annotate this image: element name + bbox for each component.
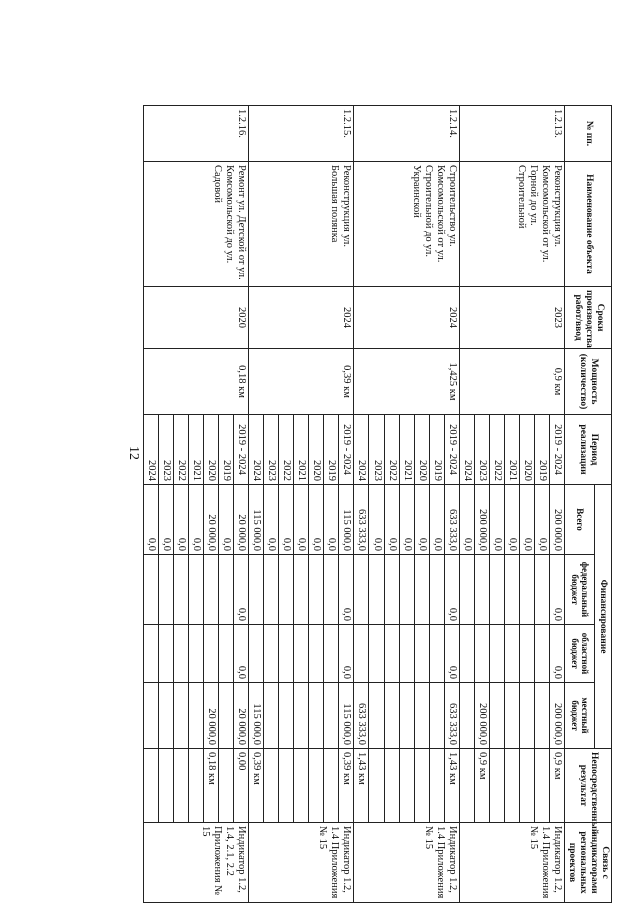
result-cell xyxy=(535,749,550,823)
federal-cell xyxy=(203,555,218,625)
period-cell: 2019 - 2024 xyxy=(339,415,354,485)
period-cell: 2019 xyxy=(535,415,550,485)
local-cell: 633 333,0 xyxy=(444,683,459,749)
local-cell xyxy=(535,683,550,749)
total-cell: 0,0 xyxy=(459,485,474,555)
table-row xyxy=(550,106,565,903)
result-cell xyxy=(188,749,203,823)
regional-cell xyxy=(173,625,188,683)
period-cell: 2022 xyxy=(490,415,505,485)
local-cell xyxy=(505,683,520,749)
period-cell: 2024 xyxy=(143,415,158,485)
total-cell: 0,0 xyxy=(414,485,429,555)
result-cell xyxy=(279,749,294,823)
local-cell: 20 000,0 xyxy=(233,683,248,749)
federal-cell xyxy=(309,555,324,625)
period-cell: 2019 - 2024 xyxy=(233,415,248,485)
regional-cell xyxy=(143,625,158,683)
local-cell xyxy=(309,683,324,749)
result-cell xyxy=(158,749,173,823)
page-number: 12 xyxy=(126,446,141,460)
period-cell: 2019 xyxy=(324,415,339,485)
total-cell: 0,0 xyxy=(173,485,188,555)
local-cell xyxy=(399,683,414,749)
header-financing: Финансирование xyxy=(594,485,611,749)
total-cell: 0,0 xyxy=(294,485,309,555)
total-cell: 0,0 xyxy=(505,485,520,555)
total-cell: 0,0 xyxy=(218,485,233,555)
regional-cell xyxy=(264,625,279,683)
federal-cell xyxy=(354,555,369,625)
federal-cell xyxy=(264,555,279,625)
result-cell xyxy=(294,749,309,823)
regional-cell xyxy=(309,625,324,683)
federal-cell xyxy=(384,555,399,625)
table-row xyxy=(444,106,459,903)
period-cell: 2024 xyxy=(459,415,474,485)
federal-cell: 0,0 xyxy=(233,555,248,625)
federal-cell: 0,0 xyxy=(339,555,354,625)
header-federal: федеральный бюджет xyxy=(565,555,594,625)
period-cell: 2020 xyxy=(203,415,218,485)
period-cell: 2021 xyxy=(188,415,203,485)
federal-cell xyxy=(505,555,520,625)
period-cell: 2022 xyxy=(279,415,294,485)
federal-cell xyxy=(188,555,203,625)
regional-cell xyxy=(384,625,399,683)
result-cell: 0,18 км xyxy=(203,749,218,823)
period-cell: 2021 xyxy=(505,415,520,485)
header-name: Наименование объекта xyxy=(565,162,612,287)
object-deadline: 2020 xyxy=(143,287,248,349)
header-total: Всего xyxy=(565,485,594,555)
regional-cell xyxy=(218,625,233,683)
result-cell xyxy=(309,749,324,823)
local-cell xyxy=(143,683,158,749)
federal-cell xyxy=(279,555,294,625)
result-cell xyxy=(173,749,188,823)
local-cell xyxy=(520,683,535,749)
total-cell: 0,0 xyxy=(520,485,535,555)
federal-cell xyxy=(399,555,414,625)
result-cell: 1,43 км xyxy=(354,749,369,823)
header-link: Связь с индикаторами региональных проектов xyxy=(565,823,612,903)
period-cell: 2020 xyxy=(520,415,535,485)
period-cell: 2020 xyxy=(309,415,324,485)
result-cell xyxy=(399,749,414,823)
object-name: Реконструкция ул. Комсомольской от ул. Горной до ул. Строительной xyxy=(459,162,564,287)
regional-cell xyxy=(354,625,369,683)
regional-cell xyxy=(324,625,339,683)
total-cell: 0,0 xyxy=(158,485,173,555)
object-number: 1.2.16. xyxy=(143,106,248,162)
local-cell xyxy=(369,683,384,749)
local-cell xyxy=(490,683,505,749)
federal-cell: 0,0 xyxy=(550,555,565,625)
regional-cell xyxy=(490,625,505,683)
total-cell: 200 000,0 xyxy=(550,485,565,555)
regional-cell: 0,0 xyxy=(339,625,354,683)
object-capacity: 1,425 км xyxy=(354,349,459,415)
local-cell xyxy=(294,683,309,749)
total-cell: 633 333,0 xyxy=(354,485,369,555)
federal-cell xyxy=(535,555,550,625)
regional-cell: 0,0 xyxy=(233,625,248,683)
regional-cell: 0,0 xyxy=(550,625,565,683)
regional-cell xyxy=(158,625,173,683)
regional-cell xyxy=(279,625,294,683)
table-row xyxy=(339,106,354,903)
local-cell xyxy=(158,683,173,749)
total-cell: 0,0 xyxy=(309,485,324,555)
total-cell: 0,0 xyxy=(264,485,279,555)
result-cell xyxy=(369,749,384,823)
total-cell: 0,0 xyxy=(535,485,550,555)
total-cell: 0,0 xyxy=(143,485,158,555)
regional-cell xyxy=(369,625,384,683)
result-cell xyxy=(520,749,535,823)
indicator-link: Индикатор 1.2, 1.4, 2.1, 2.2 Приложения № 15 xyxy=(143,823,248,903)
total-cell: 0,0 xyxy=(279,485,294,555)
federal-cell xyxy=(173,555,188,625)
period-cell: 2023 xyxy=(264,415,279,485)
header-period: Период реализации xyxy=(565,415,612,485)
federal-cell xyxy=(490,555,505,625)
total-cell: 0,0 xyxy=(399,485,414,555)
federal-cell xyxy=(429,555,444,625)
regional-cell xyxy=(505,625,520,683)
total-cell: 0,0 xyxy=(429,485,444,555)
regional-cell xyxy=(459,625,474,683)
object-deadline: 2024 xyxy=(249,287,354,349)
result-cell: 0,39 км xyxy=(339,749,354,823)
result-cell: 0,9 км xyxy=(474,749,489,823)
object-capacity: 0,9 км xyxy=(459,349,564,415)
period-cell: 2023 xyxy=(369,415,384,485)
period-cell: 2023 xyxy=(158,415,173,485)
local-cell xyxy=(264,683,279,749)
object-number: 1.2.15. xyxy=(249,106,354,162)
period-cell: 2021 xyxy=(399,415,414,485)
local-cell xyxy=(384,683,399,749)
period-cell: 2024 xyxy=(354,415,369,485)
regional-cell xyxy=(188,625,203,683)
federal-cell xyxy=(324,555,339,625)
period-cell: 2022 xyxy=(173,415,188,485)
total-cell: 115 000,0 xyxy=(249,485,264,555)
regional-cell xyxy=(414,625,429,683)
regional-cell: 0,0 xyxy=(444,625,459,683)
federal-cell xyxy=(249,555,264,625)
federal-cell xyxy=(520,555,535,625)
table-body xyxy=(143,106,565,903)
result-cell: 0,00 xyxy=(233,749,248,823)
federal-cell xyxy=(143,555,158,625)
period-cell: 2024 xyxy=(249,415,264,485)
local-cell xyxy=(429,683,444,749)
header-num: № пп. xyxy=(565,106,612,162)
indicator-link: Индикатор 1.2, 1.4 Приложения № 15 xyxy=(459,823,564,903)
period-cell: 2023 xyxy=(474,415,489,485)
local-cell xyxy=(459,683,474,749)
indicator-link: Индикатор 1.2, 1.4 Приложения № 15 xyxy=(249,823,354,903)
object-deadline: 2024 xyxy=(354,287,459,349)
result-cell: 1,43 км xyxy=(444,749,459,823)
object-name: Реконструкция ул. Большая полянка xyxy=(249,162,354,287)
local-cell: 200 000,0 xyxy=(474,683,489,749)
local-cell: 115 000,0 xyxy=(339,683,354,749)
result-cell xyxy=(218,749,233,823)
local-cell xyxy=(414,683,429,749)
federal-cell xyxy=(158,555,173,625)
federal-cell xyxy=(294,555,309,625)
total-cell: 0,0 xyxy=(188,485,203,555)
total-cell: 20 000,0 xyxy=(233,485,248,555)
object-deadline: 2023 xyxy=(459,287,564,349)
local-cell xyxy=(188,683,203,749)
object-name: Строительство ул. Комсомольской от ул. Строительной до ул. Украинской xyxy=(354,162,459,287)
local-cell: 115 000,0 xyxy=(249,683,264,749)
result-cell xyxy=(490,749,505,823)
total-cell: 20 000,0 xyxy=(203,485,218,555)
header-deadline: Сроки производства работ/ввод xyxy=(565,287,612,349)
regional-cell xyxy=(203,625,218,683)
regional-cell xyxy=(520,625,535,683)
object-name: Ремонт ул. Детской от ул. Комсомольской до ул. Садовой xyxy=(143,162,248,287)
result-cell xyxy=(143,749,158,823)
period-cell: 2022 xyxy=(384,415,399,485)
object-capacity: 0,18 км xyxy=(143,349,248,415)
result-cell xyxy=(459,749,474,823)
local-cell xyxy=(218,683,233,749)
total-cell: 0,0 xyxy=(369,485,384,555)
federal-cell: 0,0 xyxy=(444,555,459,625)
result-cell: 0,9 км xyxy=(550,749,565,823)
period-cell: 2019 xyxy=(218,415,233,485)
federal-cell xyxy=(218,555,233,625)
federal-cell xyxy=(474,555,489,625)
local-cell: 633 333,0 xyxy=(354,683,369,749)
total-cell: 0,0 xyxy=(324,485,339,555)
indicator-link: Индикатор 1.2, 1.4 Приложения № 15 xyxy=(354,823,459,903)
total-cell: 633 333,0 xyxy=(444,485,459,555)
regional-cell xyxy=(294,625,309,683)
object-number: 1.2.13. xyxy=(459,106,564,162)
header-capacity: Мощность (количество) xyxy=(565,349,612,415)
header-regional: областной бюджет xyxy=(565,625,594,683)
regional-cell xyxy=(535,625,550,683)
local-cell xyxy=(324,683,339,749)
regional-cell xyxy=(474,625,489,683)
result-cell xyxy=(429,749,444,823)
table-row xyxy=(233,106,248,903)
header-result: Непосредственный результат xyxy=(565,749,612,823)
federal-cell xyxy=(369,555,384,625)
period-cell: 2021 xyxy=(294,415,309,485)
regional-cell xyxy=(249,625,264,683)
local-cell xyxy=(279,683,294,749)
period-cell: 2019 xyxy=(429,415,444,485)
period-cell: 2019 - 2024 xyxy=(550,415,565,485)
result-cell xyxy=(505,749,520,823)
result-cell: 0,39 км xyxy=(249,749,264,823)
regional-cell xyxy=(399,625,414,683)
local-cell xyxy=(173,683,188,749)
period-cell: 2020 xyxy=(414,415,429,485)
regional-cell xyxy=(429,625,444,683)
header-local: местный бюджет xyxy=(565,683,594,749)
local-cell: 200 000,0 xyxy=(550,683,565,749)
period-cell: 2019 - 2024 xyxy=(444,415,459,485)
object-capacity: 0,39 км xyxy=(249,349,354,415)
local-cell: 20 000,0 xyxy=(203,683,218,749)
rotated-table-page xyxy=(117,105,612,899)
total-cell: 0,0 xyxy=(384,485,399,555)
objects-table xyxy=(143,105,612,903)
federal-cell xyxy=(414,555,429,625)
object-number: 1.2.14. xyxy=(354,106,459,162)
federal-cell xyxy=(459,555,474,625)
total-cell: 0,0 xyxy=(490,485,505,555)
result-cell xyxy=(264,749,279,823)
total-cell: 115 000,0 xyxy=(339,485,354,555)
result-cell xyxy=(384,749,399,823)
total-cell: 200 000,0 xyxy=(474,485,489,555)
result-cell xyxy=(414,749,429,823)
result-cell xyxy=(324,749,339,823)
